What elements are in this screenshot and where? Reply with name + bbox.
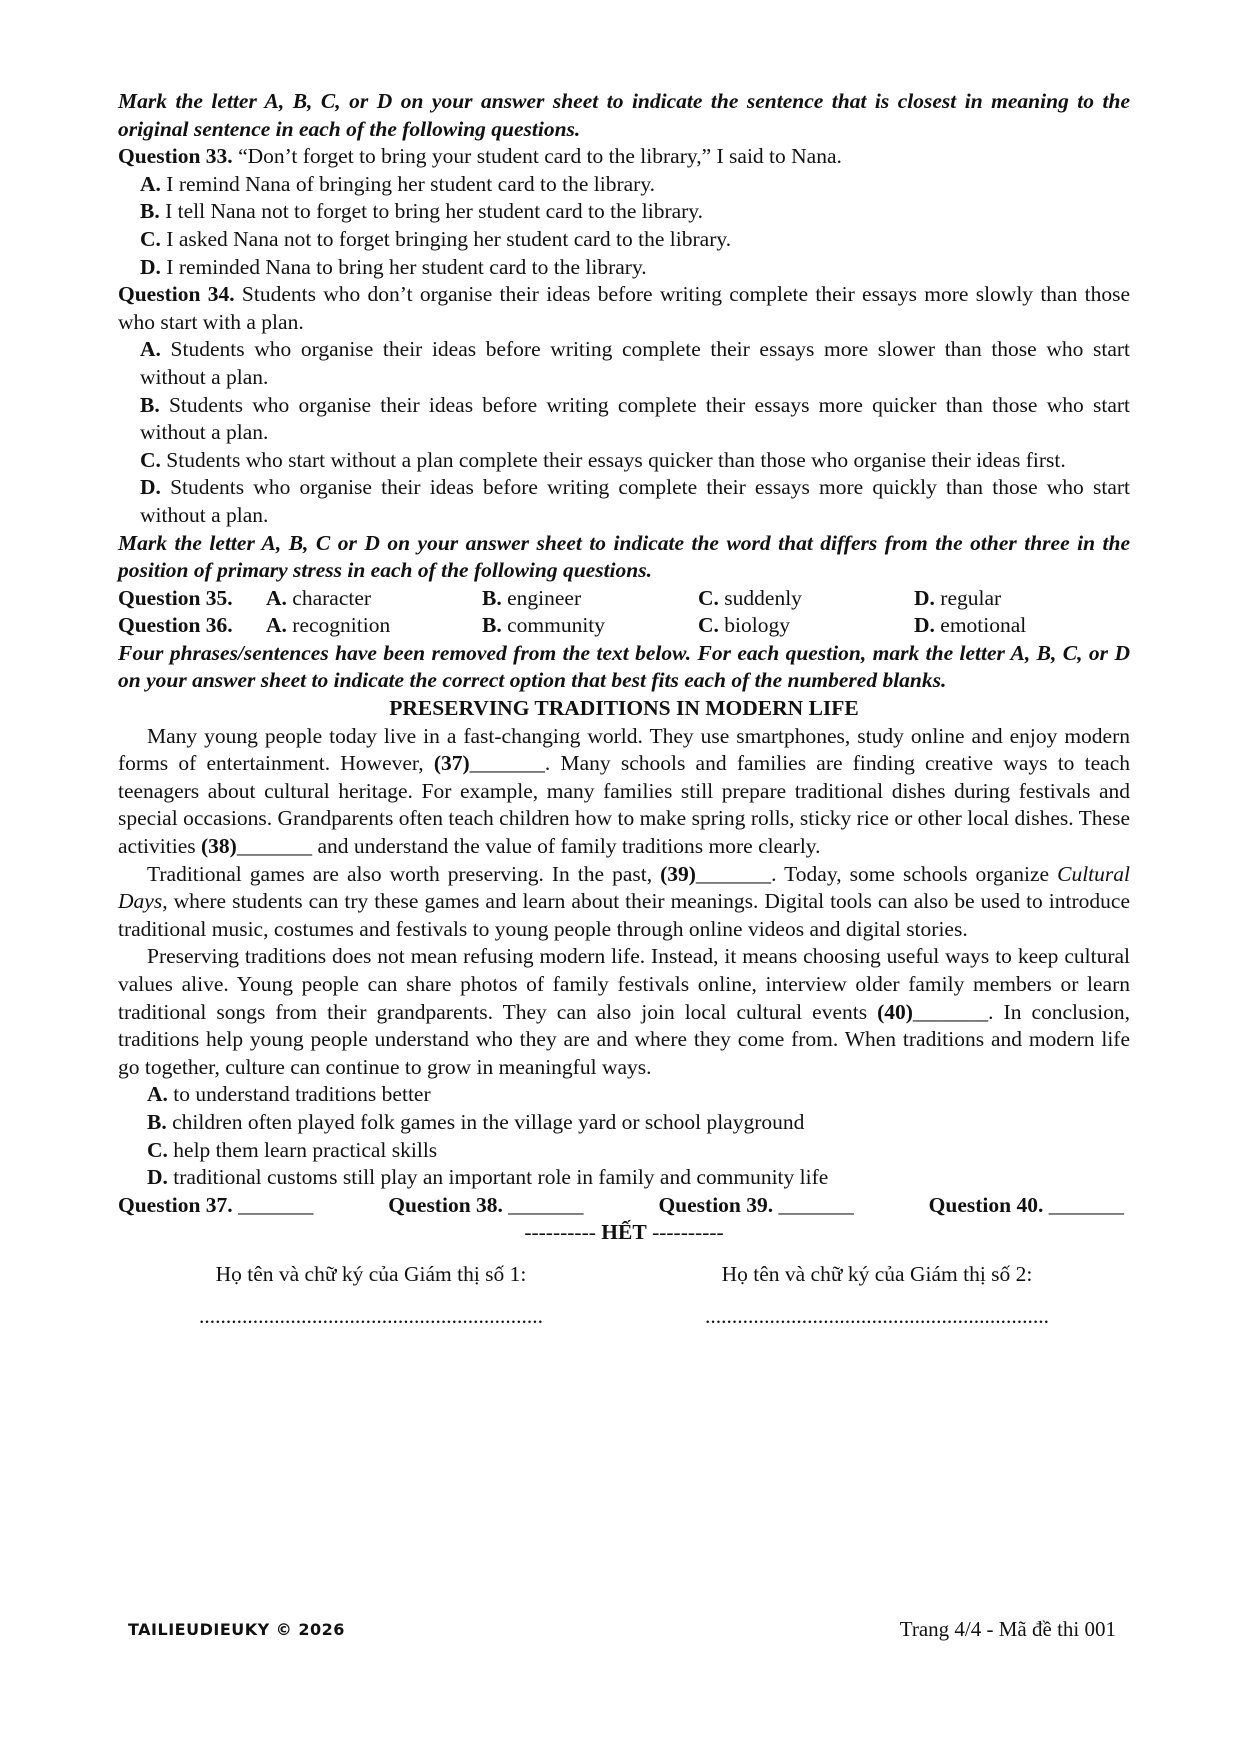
option-letter: C. bbox=[140, 447, 161, 472]
question-33 bbox=[118, 143, 1130, 171]
blank-line: _______ bbox=[912, 999, 989, 1024]
option-33-d bbox=[118, 254, 1130, 282]
question-text: Students who don’t organise their ideas before writing complete their essays more slowly than those who start with a plan. bbox=[118, 282, 1131, 334]
option-34-a bbox=[118, 336, 1130, 391]
blank-number-40: (40) bbox=[877, 999, 913, 1024]
paragraph-text: Preserving traditions does not mean refusing modern life. Instead, it means choosing useful ways to keep cultural values alive. Young people can share photos of family festivals online, interview older family members or learn traditional songs from their grandparents. They can also join local cultural events bbox=[118, 944, 1130, 1024]
option-text: community bbox=[507, 613, 606, 638]
question-text: “Don’t forget to bring your student card to the library,” I said to Nana. bbox=[238, 144, 842, 169]
answer-label: Question 37. bbox=[118, 1192, 233, 1217]
option-letter: A. bbox=[266, 585, 287, 610]
footer-watermark: TAILIEUDIEUKY © 2026 bbox=[128, 1620, 345, 1639]
question-35 bbox=[118, 585, 1130, 613]
option-36-c bbox=[698, 612, 914, 640]
option-36-d bbox=[914, 612, 1130, 640]
option-text: character bbox=[292, 585, 372, 610]
option-letter: C. bbox=[698, 585, 719, 610]
answer-blank: _______ bbox=[508, 1192, 584, 1217]
signature-block-2 bbox=[667, 1261, 1087, 1330]
option-35-b bbox=[482, 585, 698, 613]
passage-option-c bbox=[118, 1137, 1130, 1165]
answer-row bbox=[118, 1192, 1130, 1220]
answer-label: Question 39. bbox=[658, 1192, 774, 1217]
question-34 bbox=[118, 281, 1130, 336]
option-34-b bbox=[118, 392, 1130, 447]
question-label: Question 33. bbox=[118, 144, 233, 169]
paragraph-text: Many young people today live in a fast-changing world. They use smartphones, study online and enjoy modern forms of entertainment. However, bbox=[118, 723, 1130, 776]
option-text: I reminded Nana to bring her student card to the library. bbox=[166, 254, 647, 279]
option-text: I asked Nana not to forget bringing her student card to the library. bbox=[166, 226, 732, 251]
end-marker bbox=[118, 1219, 1130, 1247]
passage-title: PRESERVING TRADITIONS IN MODERN LIFE bbox=[389, 696, 859, 721]
emphasis-text: Cultural Days bbox=[118, 861, 1130, 914]
option-letter: B. bbox=[147, 1109, 167, 1134]
passage-paragraph-3 bbox=[118, 943, 1130, 1081]
answer-label: Question 40. bbox=[928, 1192, 1044, 1217]
option-letter: A. bbox=[266, 613, 287, 638]
answer-blank: _______ bbox=[778, 1192, 854, 1217]
instruction-closest-meaning: Mark the letter A, B, C, or D on your answer sheet to indicate the sentence that is closest in meaning to the original sentence in each of the following questions. bbox=[118, 89, 1130, 141]
paragraph-text: . Today, some schools organize bbox=[771, 861, 1058, 886]
answer-blank: _______ bbox=[238, 1192, 314, 1217]
option-text: traditional customs still play an important role in family and community life bbox=[173, 1165, 829, 1190]
answer-39 bbox=[658, 1192, 853, 1220]
option-letter: A. bbox=[147, 1082, 168, 1107]
blank-line: _______ bbox=[236, 834, 313, 859]
option-text: to understand traditions better bbox=[173, 1082, 431, 1107]
option-36-b bbox=[482, 612, 698, 640]
option-34-c bbox=[118, 447, 1130, 475]
signature-block-1 bbox=[161, 1261, 581, 1330]
option-34-d bbox=[118, 474, 1130, 529]
option-letter: D. bbox=[914, 613, 935, 638]
option-35-d bbox=[914, 585, 1130, 613]
option-35-a bbox=[266, 585, 482, 613]
signature-label: Họ tên và chữ ký của Giám thị số 1: bbox=[215, 1261, 527, 1286]
passage-paragraph-2 bbox=[118, 861, 1130, 944]
option-text: Students who organise their ideas before writing complete their essays more quicker than those who start without a plan. bbox=[140, 392, 1131, 445]
option-letter: C. bbox=[698, 613, 719, 638]
passage-option-d bbox=[118, 1164, 1130, 1192]
option-text: help them learn practical skills bbox=[173, 1137, 438, 1162]
blank-line: _______ bbox=[469, 751, 545, 776]
signature-label: Họ tên và chữ ký của Giám thị số 2: bbox=[721, 1261, 1033, 1286]
option-letter: B. bbox=[482, 585, 502, 610]
option-text: biology bbox=[724, 613, 790, 638]
paragraph-text: and understand the value of family traditions more clearly. bbox=[312, 834, 821, 859]
question-36 bbox=[118, 612, 1130, 640]
option-35-c bbox=[698, 585, 914, 613]
answer-label: Question 38. bbox=[388, 1192, 503, 1217]
blank-line: _______ bbox=[695, 861, 772, 886]
question-label: Question 36. bbox=[118, 613, 233, 638]
option-letter: D. bbox=[140, 254, 161, 279]
option-text: children often played folk games in the village yard or school playground bbox=[172, 1109, 805, 1134]
option-text: Students who start without a plan complete their essays quicker than those who organise their ideas first. bbox=[166, 447, 1066, 472]
option-text: Students who organise their ideas before writing complete their essays more slower than those who start without a plan. bbox=[140, 337, 1130, 389]
option-letter: D. bbox=[140, 475, 161, 500]
question-label: Question 35. bbox=[118, 585, 233, 610]
blank-number-39: (39) bbox=[660, 861, 696, 886]
option-letter: D. bbox=[914, 585, 935, 610]
option-letter: B. bbox=[482, 613, 502, 638]
option-text: Students who organise their ideas before writing complete their essays more quickly than those who start without a plan. bbox=[140, 475, 1130, 527]
option-letter: B. bbox=[140, 199, 160, 224]
answer-blank: _______ bbox=[1048, 1192, 1124, 1217]
signature-section bbox=[118, 1261, 1130, 1330]
option-letter: A. bbox=[140, 337, 161, 362]
option-letter: D. bbox=[147, 1165, 168, 1190]
blank-number-38: (38) bbox=[201, 834, 237, 859]
end-word: HẾT bbox=[601, 1220, 647, 1245]
passage-option-b bbox=[118, 1109, 1130, 1137]
option-letter: B. bbox=[140, 392, 160, 417]
option-text: I tell Nana not to forget to bring her student card to the library. bbox=[165, 199, 704, 224]
option-letter: C. bbox=[140, 226, 161, 251]
footer-page-number: Trang 4/4 - Mã đề thi 001 bbox=[899, 1617, 1116, 1641]
passage-option-a bbox=[118, 1081, 1130, 1109]
signature-line: ................................................................ bbox=[199, 1303, 543, 1328]
option-33-c bbox=[118, 226, 1130, 254]
end-dashes: ---------- bbox=[524, 1220, 596, 1245]
signature-line: ................................................................ bbox=[705, 1303, 1049, 1328]
option-letter: C. bbox=[147, 1137, 168, 1162]
option-33-a bbox=[118, 171, 1130, 199]
answer-37 bbox=[118, 1192, 313, 1220]
paragraph-text: , where students can try these games and learn about their meanings. Digital tools can also be used to introduce traditional music, costumes and festivals to young people through online videos and digital stories. bbox=[118, 889, 1130, 941]
passage-paragraph-1 bbox=[118, 723, 1130, 861]
instruction-primary-stress: Mark the letter A, B, C or D on your answer sheet to indicate the word that differs from the other three in the position of primary stress in each of the following questions. bbox=[118, 530, 1130, 583]
instruction-gap-fill: Four phrases/sentences have been removed from the text below. For each question, mark the letter A, B, C, or D on your answer sheet to indicate the correct option that best fits each of the numbered blanks. bbox=[118, 640, 1130, 693]
option-letter: A. bbox=[140, 171, 161, 196]
option-text: engineer bbox=[507, 585, 582, 610]
paragraph-text: . Many schools and families are finding creative ways to teach teenagers about cultural heritage. For example, many families still prepare traditional dishes during festivals and special occasions. Grandparents often teach children how to make spring rolls, sticky rice or other local dishes. These activities bbox=[118, 751, 1130, 859]
option-text: recognition bbox=[292, 613, 391, 638]
paragraph-text: Traditional games are also worth preserving. In the past, bbox=[147, 861, 661, 886]
option-text: suddenly bbox=[724, 585, 802, 610]
option-text: I remind Nana of bringing her student card to the library. bbox=[166, 171, 656, 196]
option-text: regular bbox=[940, 585, 1002, 610]
option-36-a bbox=[266, 612, 482, 640]
exam-page bbox=[118, 88, 1130, 1330]
question-label: Question 34. bbox=[118, 282, 235, 307]
end-dashes: ---------- bbox=[652, 1220, 724, 1245]
answer-40 bbox=[929, 1192, 1124, 1220]
answer-38 bbox=[388, 1192, 583, 1220]
option-text: emotional bbox=[940, 613, 1027, 638]
option-33-b bbox=[118, 198, 1130, 226]
paragraph-text: . In conclusion, traditions help young people understand who they are and where they come from. When traditions and modern life go together, culture can continue to grow in meaningful ways. bbox=[118, 999, 1130, 1079]
blank-number-37: (37) bbox=[433, 751, 470, 776]
